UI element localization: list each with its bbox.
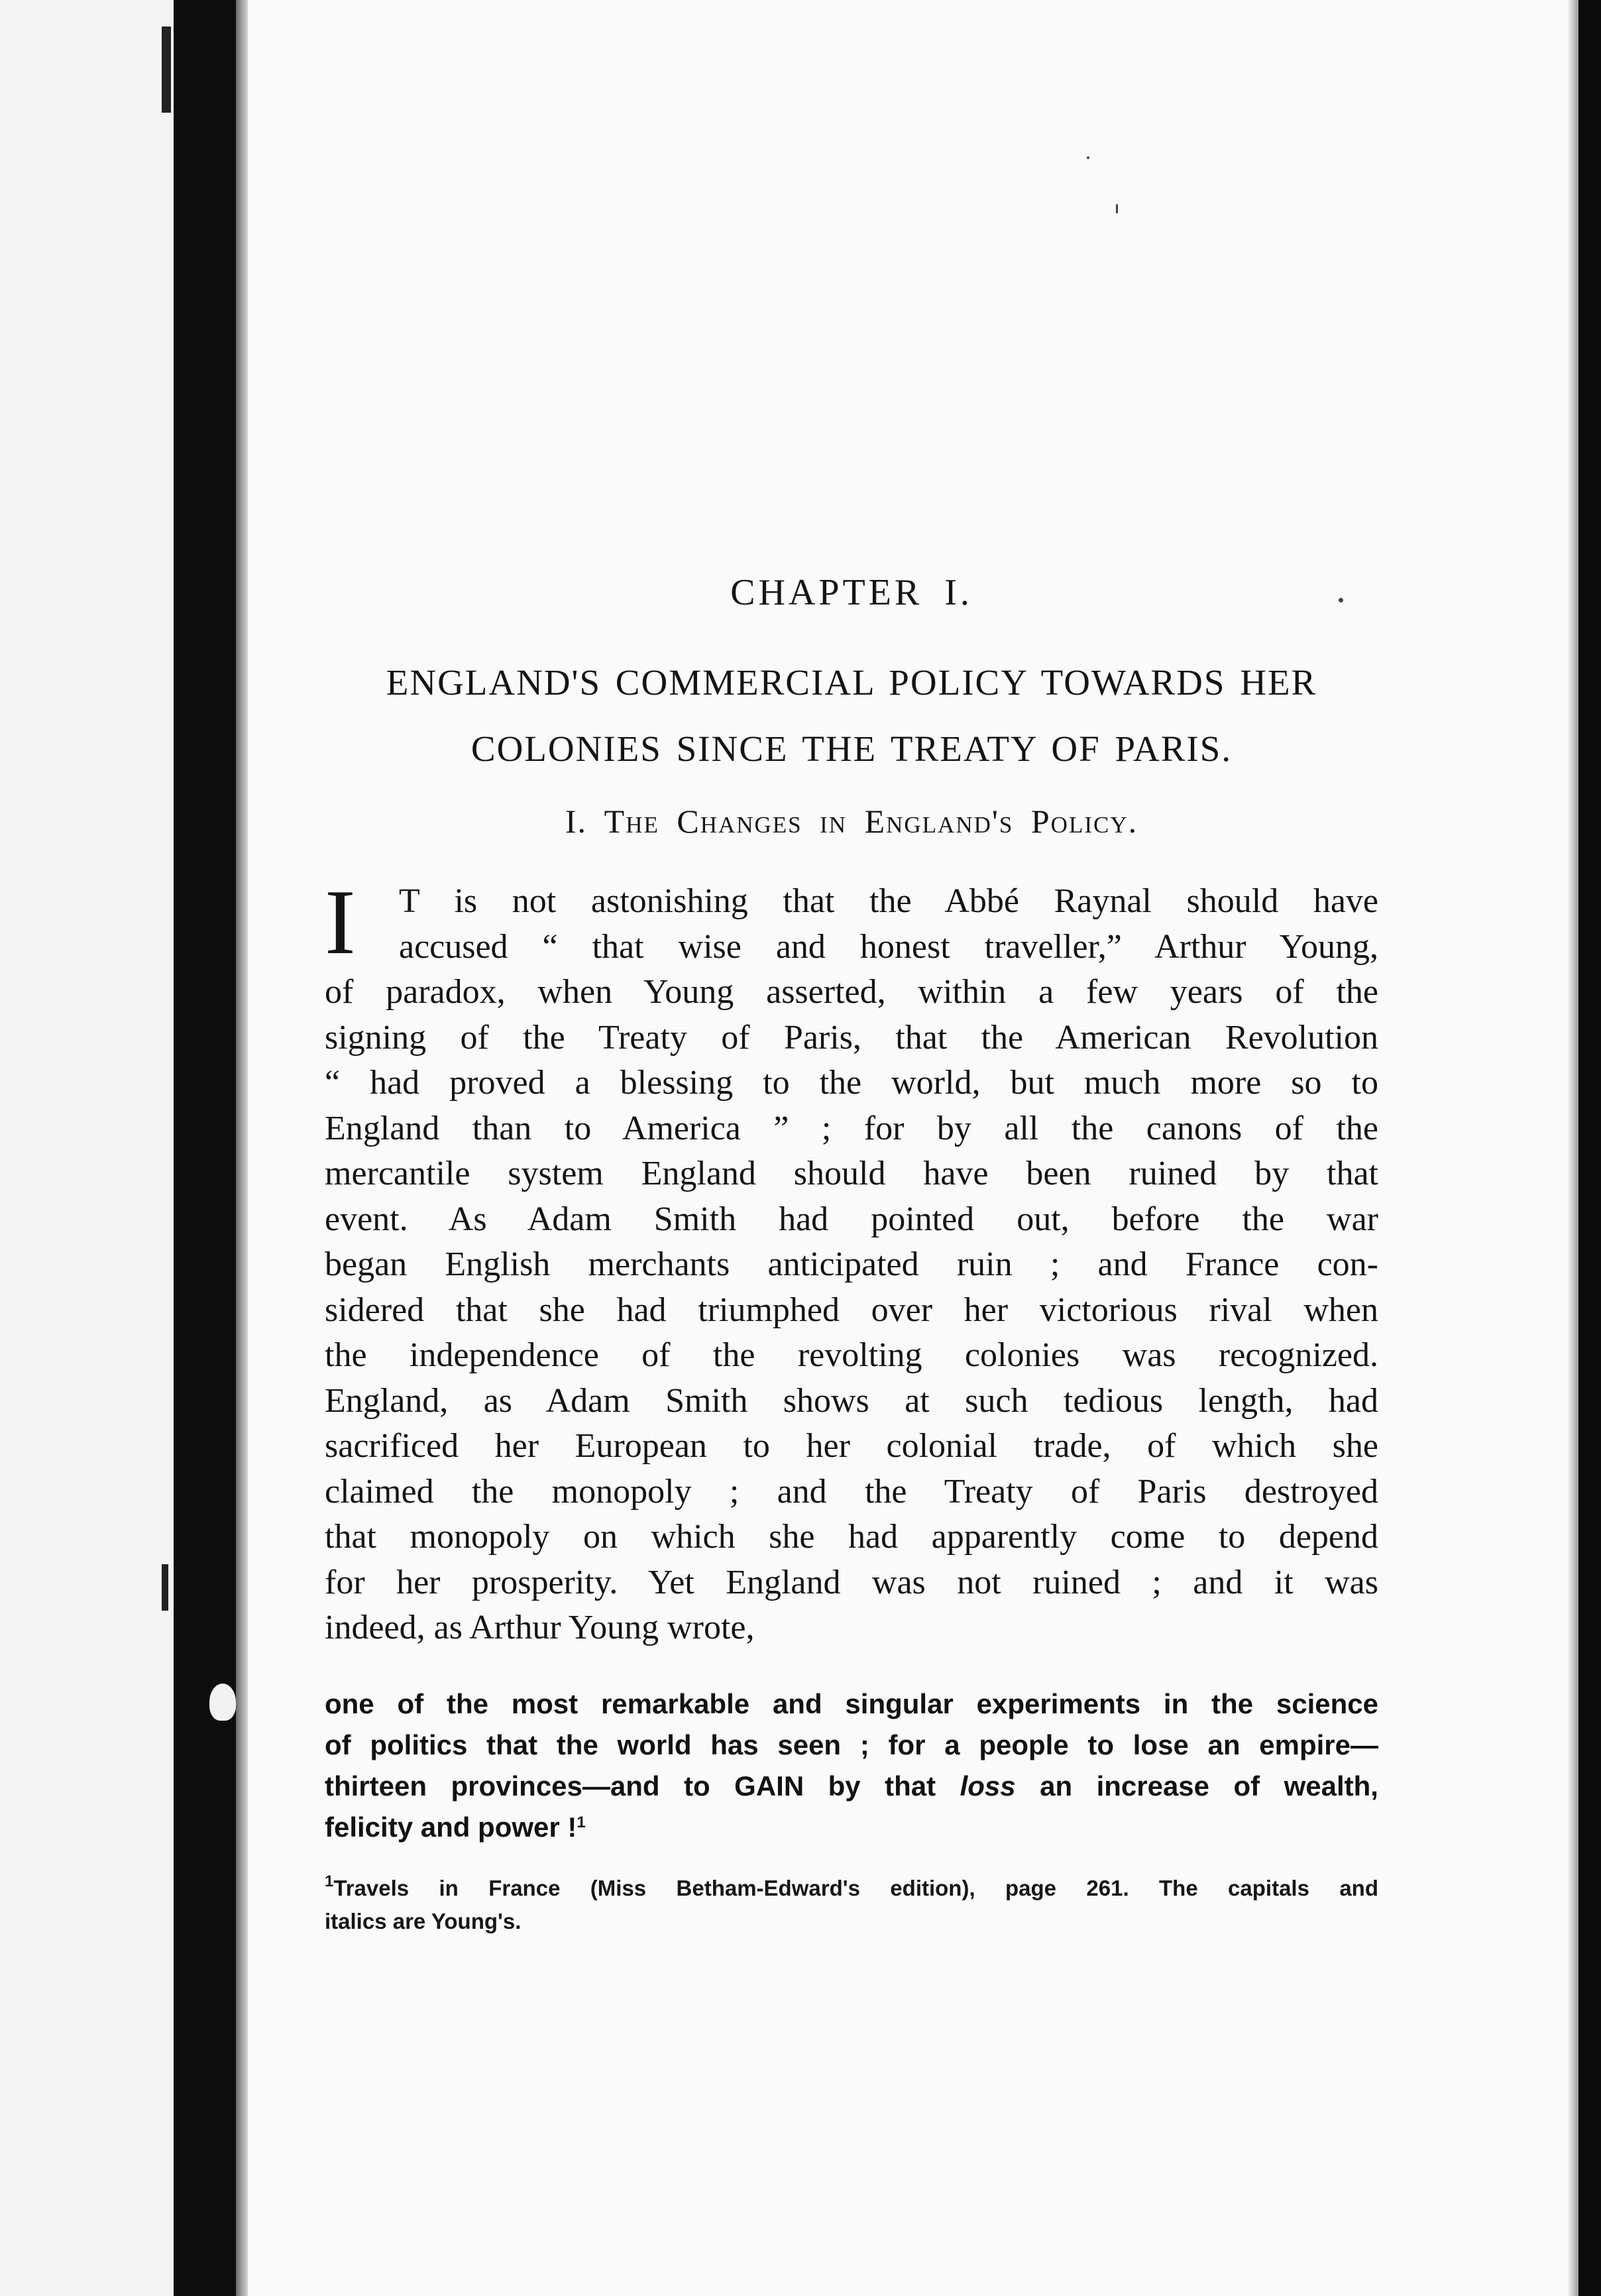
block-quote: [325, 1684, 1378, 1848]
text-line: sidered that she had triumphed over her victorious rival when: [325, 1291, 1378, 1329]
text-line: England, as Adam Smith shows at such tedious length, had: [325, 1381, 1378, 1420]
text-line: England than to America ” ; for by all the canons of the: [325, 1109, 1378, 1147]
text-line: indeed, as Arthur Young wrote,: [325, 1609, 755, 1646]
scan-speck: [1116, 204, 1118, 213]
scan-speck: [1087, 156, 1089, 159]
drop-cap-block: [325, 871, 1378, 974]
right-edge-shadow: [1568, 0, 1578, 2296]
text-line: for her prosperity. Yet England was not ruined ; and it was: [325, 1563, 1378, 1601]
quote-text: felicity and power !: [325, 1811, 577, 1843]
quote-line: of politics that the world has seen ; for a people to lose an empire—: [325, 1729, 1378, 1760]
scan-blot: [209, 1684, 236, 1721]
quote-line: [325, 1766, 1378, 1807]
text-line: that monopoly on which she had apparently come to depend: [325, 1518, 1378, 1556]
quote-italic-word: loss: [960, 1770, 1016, 1802]
text-line: “ had proved a blessing to the world, but much more so to: [325, 1064, 1378, 1102]
text-line: began English merchants anticipated ruin ; and France con-: [325, 1245, 1378, 1283]
footnote-text: Travels in France (Miss Betham-Edward's edition), page 261. The capitals and: [333, 1876, 1378, 1900]
section-heading: I. The Changes in England's Policy.: [565, 803, 1138, 840]
quote-text: thirteen provinces—and to GAIN by that: [325, 1770, 960, 1802]
quote-line: one of the most remarkable and singular experiments in the science: [325, 1688, 1378, 1719]
footnote-reference[interactable]: 1: [577, 1813, 586, 1831]
text-line: accused “ that wise and honest traveller,” Arthur Young,: [399, 927, 1378, 966]
text-line: sacrificed her European to her colonial trade, of which she: [325, 1427, 1378, 1465]
chapter-label: CHAPTER I.: [730, 572, 973, 613]
body-paragraph: [325, 871, 1378, 1651]
text-line: of paradox, when Young asserted, within a few years of the: [325, 973, 1378, 1011]
text-line: claimed the monopoly ; and the Treaty of Paris destroyed: [325, 1472, 1378, 1511]
text-line: mercantile system England should have been ruined by that: [325, 1155, 1378, 1192]
drop-cap: I: [325, 871, 356, 974]
quote-line: [325, 1807, 1378, 1848]
text-line: T is not astonishing that the Abbé Raynal should have: [399, 882, 1378, 920]
binding-gutter: [174, 0, 237, 2296]
footnote-marker: 1: [325, 1872, 334, 1890]
text-line: event. As Adam Smith had pointed out, before the war: [325, 1200, 1378, 1238]
text-line: the independence of the revolting colonies was recognized.: [325, 1336, 1378, 1374]
chapter-title-line: ENGLAND'S COMMERCIAL POLICY TOWARDS HER: [386, 662, 1317, 703]
quote-text: an increase of wealth,: [1015, 1770, 1378, 1802]
footnote: [325, 1872, 1378, 1938]
chapter-title: [325, 650, 1378, 782]
scan-artifact: [162, 27, 171, 113]
footnote-line: italics are Young's.: [325, 1909, 522, 1933]
scan-artifact: [162, 1564, 168, 1611]
right-page-border: [1578, 0, 1601, 2296]
footnote-line: [325, 1872, 1378, 1905]
facing-page-edge: [0, 0, 174, 2296]
gutter-shadow: [236, 0, 248, 2296]
text-line: signing of the Treaty of Paris, that the American Revolution: [325, 1018, 1378, 1057]
chapter-title-line: COLONIES SINCE THE TREATY OF PARIS.: [470, 728, 1233, 769]
